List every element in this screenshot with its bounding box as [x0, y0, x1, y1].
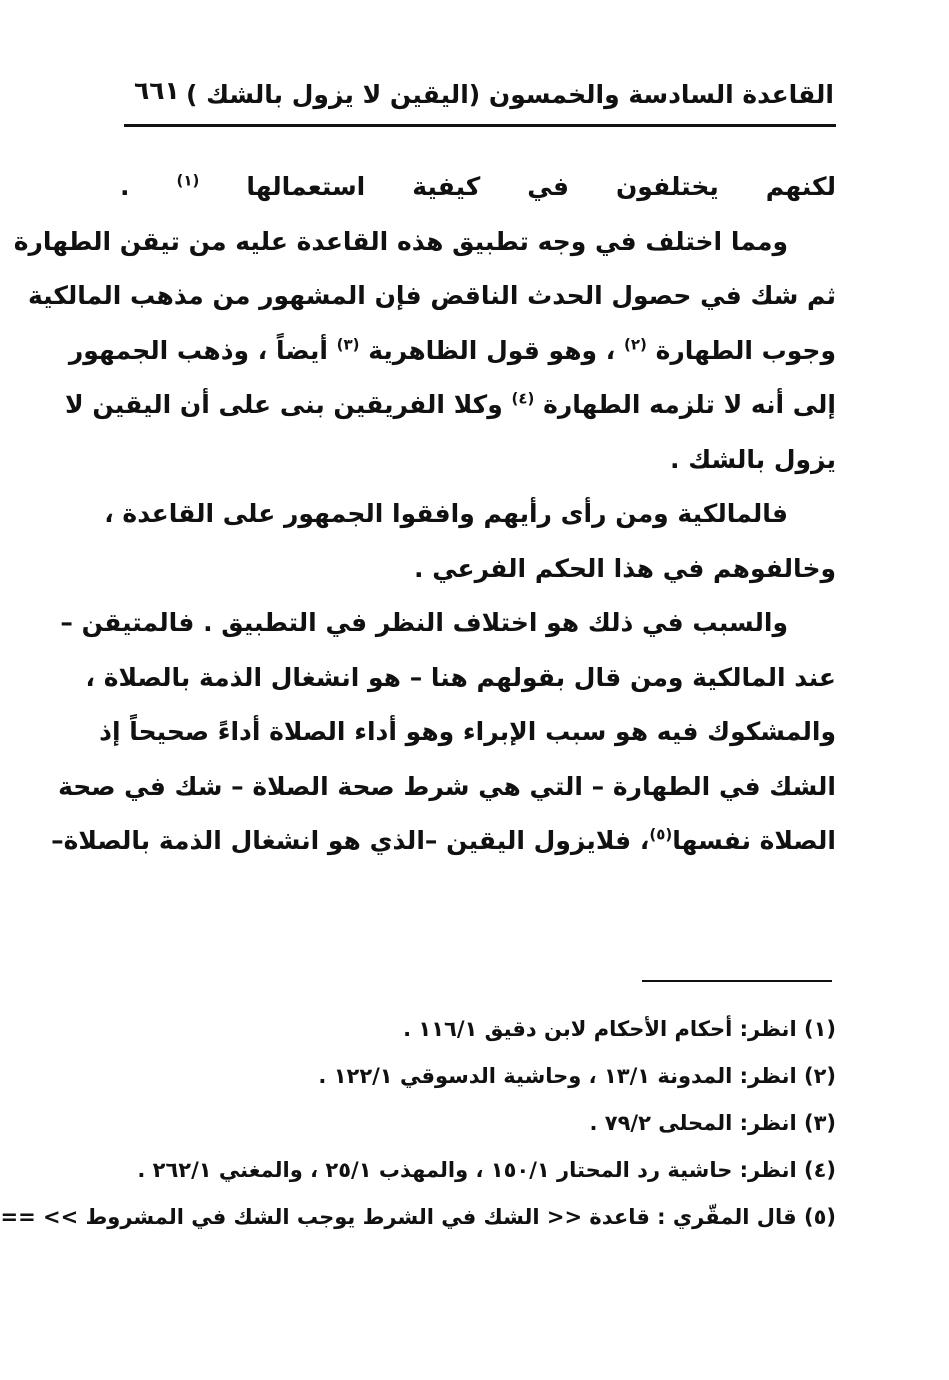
text-line: ثم شك في حصول الحدث الناقض فإن المشهور من مذهب المالكية	[27, 281, 836, 310]
text-line: فالمالكية ومن رأى رأيهم وافقوا الجمهور على القاعدة ،	[104, 499, 788, 528]
text-line: والسبب في ذلك هو اختلاف النظر في التطبيق . فالمتيقن –	[60, 608, 788, 637]
text-line: لكنهم يختلفون في كيفية استعمالها $^{(١)}$ .	[120, 171, 836, 201]
footnote: (١) انظر: أحكام الأحكام لابن دقيق ١١٦/١ .	[403, 1017, 836, 1041]
text-line: إلى أنه لا تلزمه الطهارة $^{(٤)}$ وكلا الفريقين بنى على أن اليقين لا	[65, 389, 836, 419]
header-rule	[124, 124, 836, 127]
footnotes	[0, 1006, 836, 1241]
footnote-separator	[642, 980, 832, 982]
footnote-ref: (١)	[176, 171, 200, 190]
text-line: والمشكوك فيه هو سبب الإبراء وهو أداء الصلاة أداءً صحيحاً إذ	[99, 717, 836, 746]
footnote-ref: (٥)	[649, 825, 673, 844]
footnote-ref: (٣)	[336, 335, 360, 354]
main-text	[13, 160, 836, 869]
text-line: الشك في الطهارة – التي هي شرط صحة الصلاة – شك في صحة	[58, 771, 836, 801]
text-line: وخالفوهم في هذا الحكم الفرعي .	[414, 553, 836, 583]
footnote-ref: (٤)	[511, 389, 535, 408]
running-title: القاعدة السادسة والخمسون (اليقين لا يزول بالشك )	[186, 80, 834, 109]
footnote: (٣) انظر: المحلى ٧٩/٢ .	[589, 1111, 836, 1135]
footnote: (٤) انظر: حاشية رد المحتار ١٥٠/١ ، والمهذب ٢٥/١ ، والمغني ٢٦٢/١ .	[137, 1158, 836, 1182]
text-line: ومما اختلف في وجه تطبيق هذه القاعدة عليه من تيقن الطهارة	[13, 226, 788, 256]
footnote-ref: (٢)	[623, 335, 647, 354]
book-page	[2, 0, 949, 1380]
footnote: (٥) قال المقّري : قاعدة << الشك في الشرط يوجب الشك في المشروط >> ==	[0, 1205, 836, 1229]
footnote: (٢) انظر: المدونة ١٣/١ ، وحاشية الدسوقي ١٢٢/١ .	[318, 1064, 836, 1088]
running-header	[122, 72, 834, 122]
text-line: عند المالكية ومن قال بقولهم هنا – هو انشغال الذمة بالصلاة ،	[85, 662, 836, 692]
text-line: الصلاة نفسها$^{(٥)}$، فلايزول اليقين –الذي هو انشغال الذمة بالصلاة–	[51, 825, 836, 855]
text-line: يزول بالشك .	[670, 444, 836, 474]
text-line: وجوب الطهارة $^{(٢)}$ ، وهو قول الظاهرية $^{(٣)}$ أيضاً ، وذهب الجمهور	[68, 335, 836, 365]
page-number: ٦٦١	[134, 76, 180, 105]
